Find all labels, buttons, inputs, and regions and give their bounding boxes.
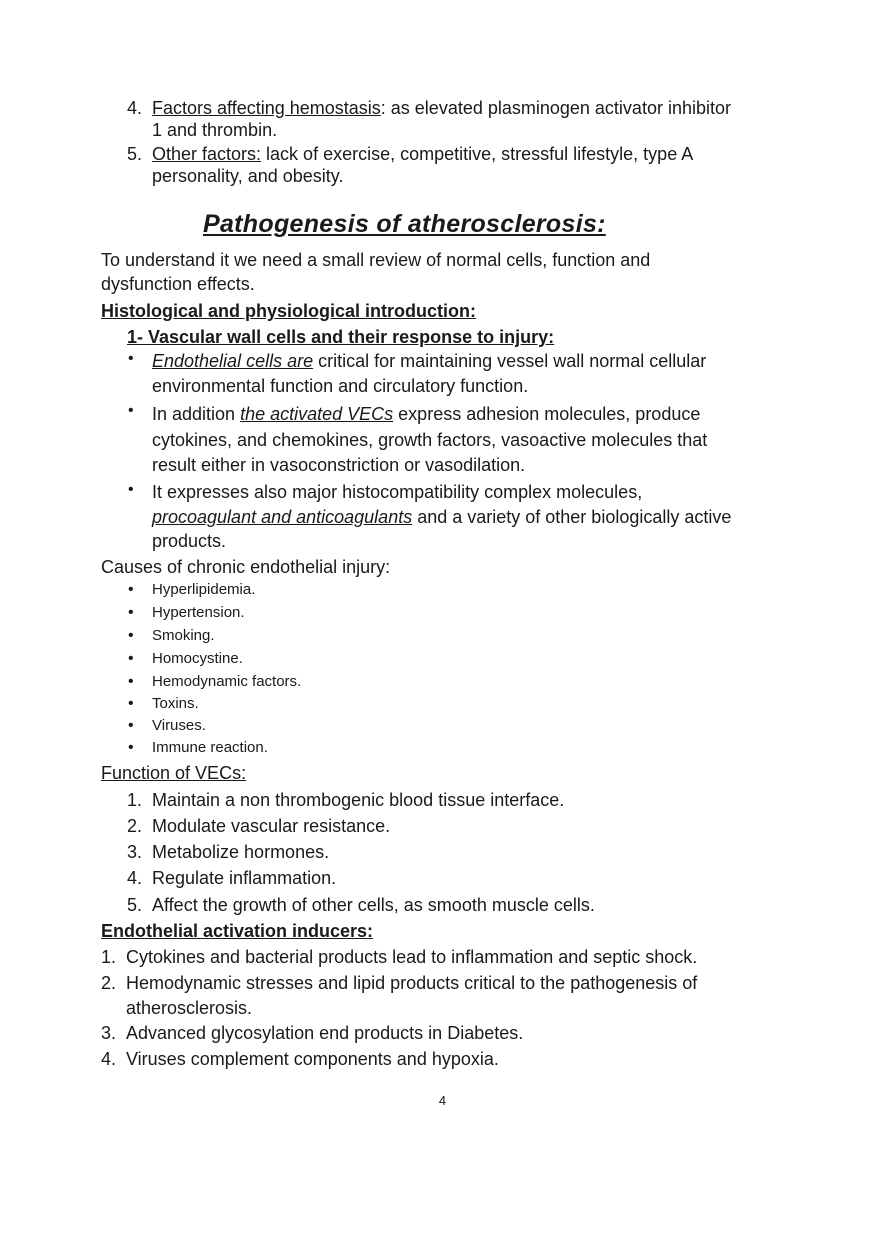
- cause-item: Viruses.: [152, 717, 206, 734]
- subsection-title: 1- Vascular wall cells and their response to injury:: [127, 327, 555, 347]
- intro-line: dysfunction effects.: [101, 274, 255, 294]
- bullet-icon: •: [128, 695, 134, 712]
- list-item-text: Other factors: lack of exercise, competitive, stressful lifestyle, type A: [152, 144, 694, 164]
- activation-title: Endothelial activation inducers:: [101, 921, 374, 941]
- function-item: Maintain a non thrombogenic blood tissue interface.: [152, 790, 565, 810]
- cause-item: Homocystine.: [152, 650, 243, 667]
- item-number: 3.: [101, 1023, 117, 1043]
- bullet-text: Endothelial cells are critical for maintaining vessel wall normal cellular: [152, 351, 707, 371]
- inducer-item: Advanced glycosylation end products in Diabetes.: [126, 1023, 524, 1043]
- bullet-continuation: cytokines, and chemokines, growth factors, vasoactive molecules that: [152, 430, 708, 450]
- list-item-text: Factors affecting hemostasis: as elevated plasminogen activator inhibitor: [152, 98, 731, 118]
- function-item: Modulate vascular resistance.: [152, 816, 391, 836]
- section-heading: Pathogenesis of atherosclerosis:: [203, 210, 606, 238]
- item-number: 3.: [127, 842, 143, 862]
- function-item: Affect the growth of other cells, as smooth muscle cells.: [152, 895, 595, 915]
- bullet-icon: •: [128, 739, 134, 756]
- bullet-continuation: environmental function and circulatory function.: [152, 376, 529, 396]
- list-item: [127, 142, 142, 167]
- bullet-icon: •: [128, 673, 134, 690]
- bullet-icon: •: [128, 402, 134, 419]
- item-number: 2.: [127, 816, 143, 836]
- cause-item: Hyperlipidemia.: [152, 581, 256, 598]
- term-label: Factors affecting hemostasis: [152, 98, 381, 118]
- cause-item: Smoking.: [152, 627, 215, 644]
- bullet-icon: •: [128, 350, 134, 367]
- item-number: 4.: [101, 1049, 117, 1069]
- intro-line: To understand it we need a small review of normal cells, function and: [101, 250, 651, 270]
- inducer-item: Hemodynamic stresses and lipid products critical to the pathogenesis of: [126, 973, 698, 993]
- item-number: 4.: [127, 868, 143, 888]
- bullet-icon: •: [128, 650, 134, 667]
- term-label: Other factors:: [152, 144, 262, 164]
- subsection-title: Histological and physiological introduction:: [101, 301, 477, 321]
- causes-title: Causes of chronic endothelial injury:: [101, 557, 391, 577]
- list-item-continuation: 1 and thrombin.: [152, 120, 278, 140]
- item-number: 2.: [101, 973, 117, 993]
- function-item: Metabolize hormones.: [152, 842, 330, 862]
- cause-item: Hypertension.: [152, 604, 245, 621]
- inducer-continuation: atherosclerosis.: [126, 998, 253, 1018]
- list-item-continuation: personality, and obesity.: [152, 166, 344, 186]
- item-number: 1.: [101, 947, 117, 967]
- bullet-icon: •: [128, 581, 134, 598]
- bullet-icon: •: [128, 481, 134, 498]
- item-number: 5.: [127, 144, 143, 164]
- bullet-icon: •: [128, 627, 134, 644]
- bullet-continuation: products.: [152, 531, 227, 551]
- item-number: 1.: [127, 790, 143, 810]
- cause-item: Toxins.: [152, 695, 199, 712]
- function-title: Function of VECs:: [101, 763, 247, 783]
- page-number: 4: [438, 1093, 447, 1108]
- cause-item: Hemodynamic factors.: [152, 673, 302, 690]
- function-item: Regulate inflammation.: [152, 868, 337, 888]
- item-number: 5.: [127, 895, 143, 915]
- bullet-icon: •: [128, 604, 134, 621]
- bullet-continuation: procoagulant and anticoagulants and a variety of other biologically active: [152, 507, 732, 527]
- bullet-continuation: result either in vasoconstriction or vasodilation.: [152, 455, 526, 475]
- item-number: 4.: [127, 98, 143, 118]
- bullet-text: In addition the activated VECs express adhesion molecules, produce: [152, 404, 701, 424]
- inducer-item: Viruses complement components and hypoxia.: [126, 1049, 499, 1069]
- bullet-icon: •: [128, 717, 134, 734]
- inducer-item: Cytokines and bacterial products lead to inflammation and septic shock.: [126, 947, 698, 967]
- list-item: [127, 96, 142, 121]
- bullet-text: It expresses also major histocompatibility complex molecules,: [152, 482, 643, 502]
- cause-item: Immune reaction.: [152, 739, 268, 756]
